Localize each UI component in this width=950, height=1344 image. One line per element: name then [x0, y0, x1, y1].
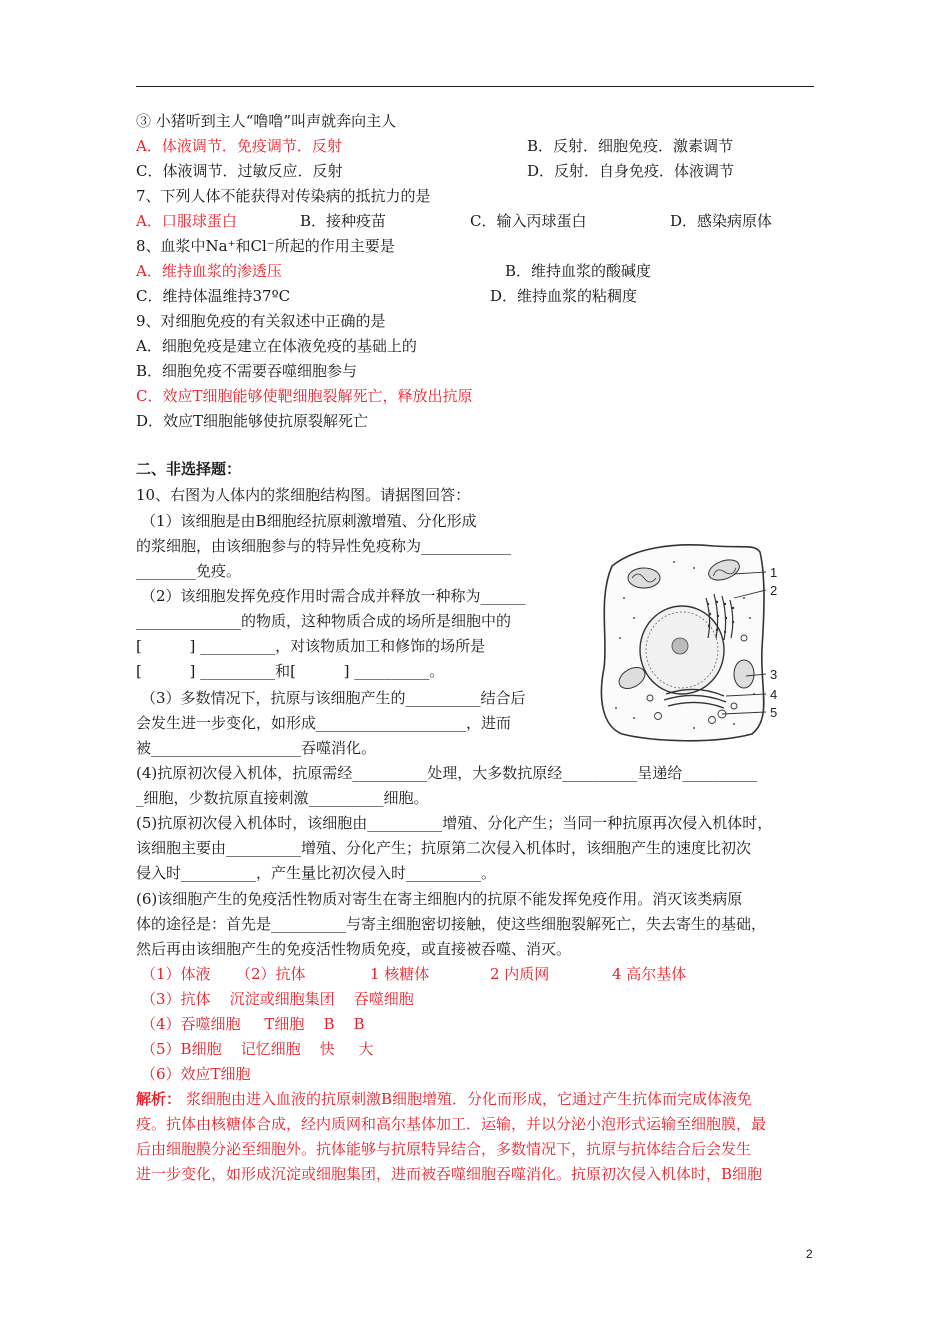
diagram-label-5: 5: [770, 705, 778, 720]
text-line-a1b: （2）抗体: [236, 965, 306, 983]
text-line-l29: 该细胞主要由__________增殖、分化产生；抗原第二次侵入机体时，该细胞产生的速度比初次: [136, 839, 752, 857]
text-line-l17: 的浆细胞，由该细胞参与的特异性免疫称为____________: [136, 537, 512, 555]
header-rule: [136, 86, 814, 87]
text-line-a1c: 1 核糖体: [370, 965, 430, 983]
text-line-j0: 解析：: [136, 1090, 182, 1108]
text-line-l2a: A．体液调节．免疫调节．反射: [136, 137, 342, 155]
text-line-l3a: C．体液调节．过敏反应．反射: [136, 162, 343, 180]
text-line-l5b: B．接种疫苗: [300, 212, 387, 230]
page-number: 2: [806, 1247, 813, 1261]
text-line-a1a: （1）体液: [141, 965, 211, 983]
text-line-a1d: 2 内质网: [490, 965, 550, 983]
text-line-j4: 进一步变化，如形成沉淀或细胞集团，进而被吞噬细胞吞噬消化。抗原初次侵入机体时，B细胞: [136, 1165, 763, 1183]
text-line-l18: ________免疫。: [136, 562, 242, 580]
text-line-j1: 浆细胞由进入血液的抗原刺激B细胞增殖．分化而形成，它通过产生抗体而完成体液免: [186, 1090, 753, 1108]
text-line-l30: 侵入时__________，产生量比初次侵入时__________。: [136, 864, 497, 882]
text-line-l31: (6)该细胞产生的免疫活性物质对寄生在寄主细胞内的抗原不能发挥免疫作用。消灭该类病原: [136, 890, 743, 908]
text-line-l3b: D．反射．自身免疫．体液调节: [527, 162, 735, 180]
text-line-l19: （2）该细胞发挥免疫作用时需合成并释放一种称为______: [141, 587, 526, 605]
text-line-j2: 疫。抗体由核糖体合成，经内质网和高尔基体加工．运输，并以分泌小泡形式运输至细胞膜，最: [136, 1115, 767, 1133]
text-line-l7a: A．维持血浆的渗透压: [136, 262, 282, 280]
text-line-l23: （3）多数情况下，抗原与该细胞产生的__________结合后: [141, 689, 526, 707]
plasma-cell-diagram: [594, 538, 794, 748]
text-line-l25: 被____________________吞噬消化。: [136, 739, 377, 757]
text-line-l4: 7、下列人体不能获得对传染病的抵抗力的是: [136, 187, 431, 205]
text-line-l16: （1）该细胞是由B细胞经抗原刺激增殖、分化形成: [141, 512, 477, 530]
text-line-l5a: A．口服球蛋白: [136, 212, 237, 230]
text-line-l8a: C．维持体温维持37ºC: [136, 287, 291, 305]
text-line-l24: 会发生进一步变化，如形成____________________，进而: [136, 714, 512, 732]
text-line-l22: [ ] __________和[ ] __________。: [136, 662, 445, 680]
diagram-label-2: 2: [770, 583, 778, 598]
text-line-l6: 8、血浆中Na⁺和Cl⁻所起的作用主要是: [136, 237, 395, 255]
text-line-l27: _细胞，少数抗原直接刺激__________细胞。: [136, 789, 429, 807]
text-line-l32: 体的途径是：首先是__________与寄主细胞密切接触，使这些细胞裂解死亡，失去寄生的基础，: [136, 915, 767, 933]
text-line-l9: 9、对细胞免疫的有关叙述中正确的是: [136, 312, 386, 330]
text-line-l10: A．细胞免疫是建立在体液免疫的基础上的: [136, 337, 417, 355]
text-line-l20: ______________的物质，这种物质合成的场所是细胞中的: [136, 612, 512, 630]
text-line-a5: （6）效应T细胞: [141, 1065, 251, 1083]
text-line-a4: （5）B细胞 记忆细胞 快 大: [141, 1040, 374, 1058]
text-line-l12: C．效应T细胞能够使靶细胞裂解死亡，释放出抗原: [136, 387, 473, 405]
text-line-l13: D．效应T细胞能够使抗原裂解死亡: [136, 412, 369, 430]
text-line-l21: [ ] __________，对该物质加工和修饰的场所是: [136, 637, 486, 655]
text-line-a2: （3）抗体 沉淀或细胞集团 吞噬细胞: [141, 990, 414, 1008]
text-line-l28: (5)抗原初次侵入机体时，该细胞由__________增殖、分化产生；当同一种抗原再次侵入机体时，: [136, 814, 773, 832]
text-line-l5c: C．输入丙球蛋白: [470, 212, 587, 230]
text-line-l7b: B．维持血浆的酸碱度: [505, 262, 652, 280]
text-line-a1e: 4 高尔基体: [612, 965, 687, 983]
text-line-l15: 10、右图为人体内的浆细胞结构图。请据图回答：: [136, 486, 471, 504]
text-line-l5d: D．感染病原体: [670, 212, 773, 230]
text-line-l2b: B．反射．细胞免疫．激素调节: [527, 137, 734, 155]
text-line-l26: (4)抗原初次侵入机体，抗原需经__________处理，大多数抗原经__________呈递给__________: [136, 764, 758, 782]
text-line-l8b: D．维持血浆的粘稠度: [490, 287, 638, 305]
diagram-label-1: 1: [770, 565, 778, 580]
text-line-l14: 二、非选择题：: [136, 460, 242, 478]
diagram-label-4: 4: [770, 687, 778, 702]
text-line-a3: （4）吞噬细胞 T细胞 B B: [141, 1015, 365, 1033]
text-line-j3: 后由细胞膜分泌至细胞外。抗体能够与抗原特异结合，多数情况下，抗原与抗体结合后会发生: [136, 1140, 752, 1158]
text-line-l33: 然后再由该细胞产生的免疫活性物质免疫，或直接被吞噬、消灭。: [136, 940, 572, 958]
text-line-l11: B．细胞免疫不需要吞噬细胞参与: [136, 362, 358, 380]
diagram-label-3: 3: [770, 667, 778, 682]
text-line-l1: ③ 小猪听到主人“噜噜”叫声就奔向主人: [136, 112, 397, 130]
